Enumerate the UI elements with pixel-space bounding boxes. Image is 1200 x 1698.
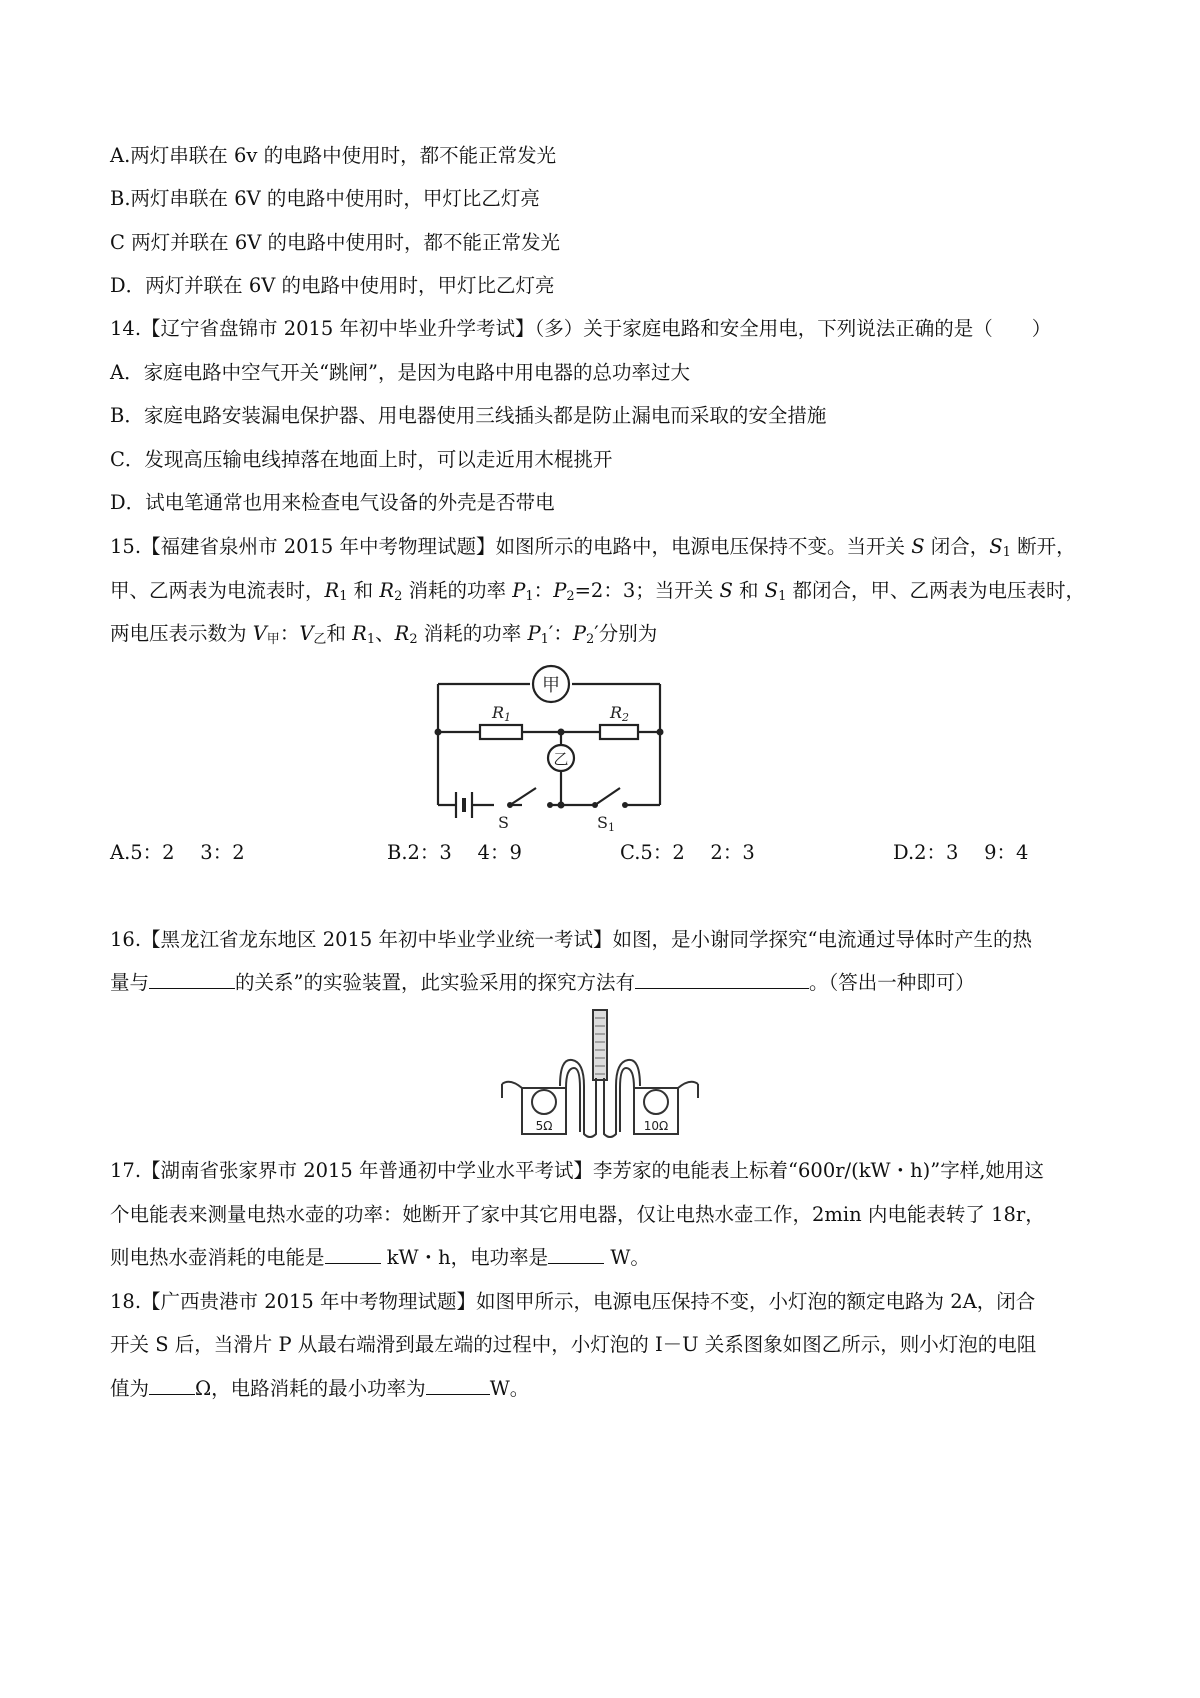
q13-option-b: B.两灯串联在 6V 的电路中使用时，甲灯比乙灯亮 (110, 187, 540, 210)
q17-line-2: 个电能表来测量电热水壶的功率：她断开了家中其它用电器，仅让电热水壶工作，2min 内电能表转了 18r， (110, 1203, 1045, 1226)
q14-option-d: D．试电笔通常也用来检查电气设备的外壳是否带电 (110, 491, 555, 514)
meter-yi-label: 乙 (553, 750, 569, 768)
switch-s-label: S (498, 813, 509, 832)
answer-blank[interactable] (426, 1374, 490, 1395)
q14-option-a: A．家庭电路中空气开关“跳闸”，是因为电路中用电器的总功率过大 (110, 361, 691, 384)
q15-option-b: B.2：3 4：9 (387, 841, 522, 864)
q14-option-b: B．家庭电路安装漏电保护器、用电器使用三线插头都是防止漏电而采取的安全措施 (110, 404, 827, 427)
answer-blank[interactable] (149, 968, 235, 989)
r2-letter: R (610, 703, 623, 722)
q15-text: 甲、乙两表为电流表时， (110, 579, 325, 602)
q15-text: 和 (732, 579, 765, 602)
sub-jia: 甲 (266, 632, 280, 647)
q15-text: 和 (347, 579, 380, 602)
q15-text: 消耗的功率 (402, 579, 513, 602)
answer-blank[interactable] (635, 968, 809, 989)
q17-line-3 (110, 1243, 650, 1273)
q15-line-2: 甲、乙两表为电流表时，$R_1$ 和 $R_2$ 消耗的功率 $P_1$：$P_2=2$：3；当开关 S 和 $S_1$ 都闭合，甲、乙两表为电压表时， (110, 579, 1086, 604)
q16-apparatus-figure (500, 1008, 700, 1140)
meter-jia-label: 甲 (542, 675, 560, 696)
symbol-s: S (719, 579, 733, 602)
q17-text: 则电热水壶消耗的电能是 (110, 1246, 325, 1269)
answer-blank[interactable] (325, 1243, 381, 1264)
q15-circuit-diagram (430, 662, 700, 832)
q16-text: 。（答出一种即可） (809, 971, 975, 994)
q15-text: 两电压表示数为 (110, 622, 253, 645)
q17-line-1: 17.【湖南省张家界市 2015 年普通初中学业水平考试】李芳家的电能表上标着“600r/(kW・h)”字样,她用这 (110, 1159, 1044, 1182)
q16-line-2 (110, 968, 975, 998)
r1-label: R1 (492, 703, 512, 724)
q18-line-3 (110, 1374, 529, 1404)
q17-text: kW・h，电功率是 (380, 1246, 549, 1269)
symbol-s: S (989, 535, 1003, 558)
q18-text: 值为 (110, 1377, 150, 1400)
q15-line-3: 两电压表示数为 $V_甲$：$V_乙$和 $R_1$、$R_2$ 消耗的功率 $P_1'$：$P_2'$分别为 (110, 622, 658, 647)
answer-blank[interactable] (548, 1243, 604, 1264)
q15-text: 和 (326, 622, 353, 645)
q13-option-d: D．两灯并联在 6V 的电路中使用时，甲灯比乙灯亮 (110, 274, 555, 297)
answer-blank[interactable] (149, 1374, 195, 1395)
q16-line-1: 16.【黑龙江省龙东地区 2015 年初中毕业学业统一考试】如图，是小谢同学探究“电流通过导体时产生的热 (110, 928, 1033, 951)
s1-letter: S (597, 813, 608, 832)
q14-stem: 14.【辽宁省盘锦市 2015 年初中毕业升学考试】（多）关于家庭电路和安全用电，下列说法正确的是（ ） (110, 317, 1052, 340)
r1-letter: R (492, 703, 505, 722)
q14-option-c: C．发现高压输电线掉落在地面上时，可以走近用木棍挑开 (110, 448, 613, 471)
r2-label: R2 (610, 703, 630, 724)
q15-option-c: C.5：2 2：3 (620, 841, 755, 864)
q15-text: 15.【福建省泉州市 2015 年中考物理试题】如图所示的电路中，电源电压保持不变。当开关 (110, 535, 912, 558)
q15-text: 分别为 (598, 622, 658, 645)
symbol-s: S (764, 579, 779, 602)
q15-text: 断开， (1010, 535, 1076, 558)
q16-text: 量与 (110, 971, 150, 994)
resistor-10-label: 10Ω (643, 1119, 669, 1133)
q18-line-2: 开关 S 后，当滑片 P 从最右端滑到最左端的过程中，小灯泡的 I－U 关系图象如图乙所示，则小灯泡的电阻 (110, 1333, 1037, 1356)
q18-line-1: 18.【广西贵港市 2015 年中考物理试题】如图甲所示，电源电压保持不变，小灯泡的额定电路为 2A，闭合 (110, 1290, 1036, 1313)
resistor-5-label: 5Ω (535, 1119, 553, 1133)
q18-text: Ω，电路消耗的最小功率为 (195, 1377, 426, 1400)
q15-text: 闭合， (924, 535, 990, 558)
q13-option-a: A.两灯串联在 6v 的电路中使用时，都不能正常发光 (110, 144, 557, 167)
q15-line-1: 15.【福建省泉州市 2015 年中考物理试题】如图所示的电路中，电源电压保持不变。当开关 S 闭合，$S_1$ 断开， (110, 535, 1076, 560)
sub-yi: 乙 (313, 632, 327, 647)
switch-s1-label: S1 (597, 813, 615, 832)
q15-text: 消耗的功率 (417, 622, 528, 645)
q17-text: W。 (604, 1246, 650, 1269)
q13-option-c: C 两灯并联在 6V 的电路中使用时，都不能正常发光 (110, 231, 561, 254)
q15-option-d: D.2：3 9：4 (893, 841, 1029, 864)
q18-text: W。 (489, 1377, 530, 1400)
q16-text: 的关系”的实验装置，此实验采用的探究方法有 (235, 971, 635, 994)
q15-text: =2：3；当开关 (574, 579, 720, 602)
q15-text: 都闭合，甲、乙两表为电压表时， (786, 579, 1086, 602)
q15-option-a: A.5：2 3：2 (110, 841, 245, 864)
symbol-s: S (911, 535, 925, 558)
